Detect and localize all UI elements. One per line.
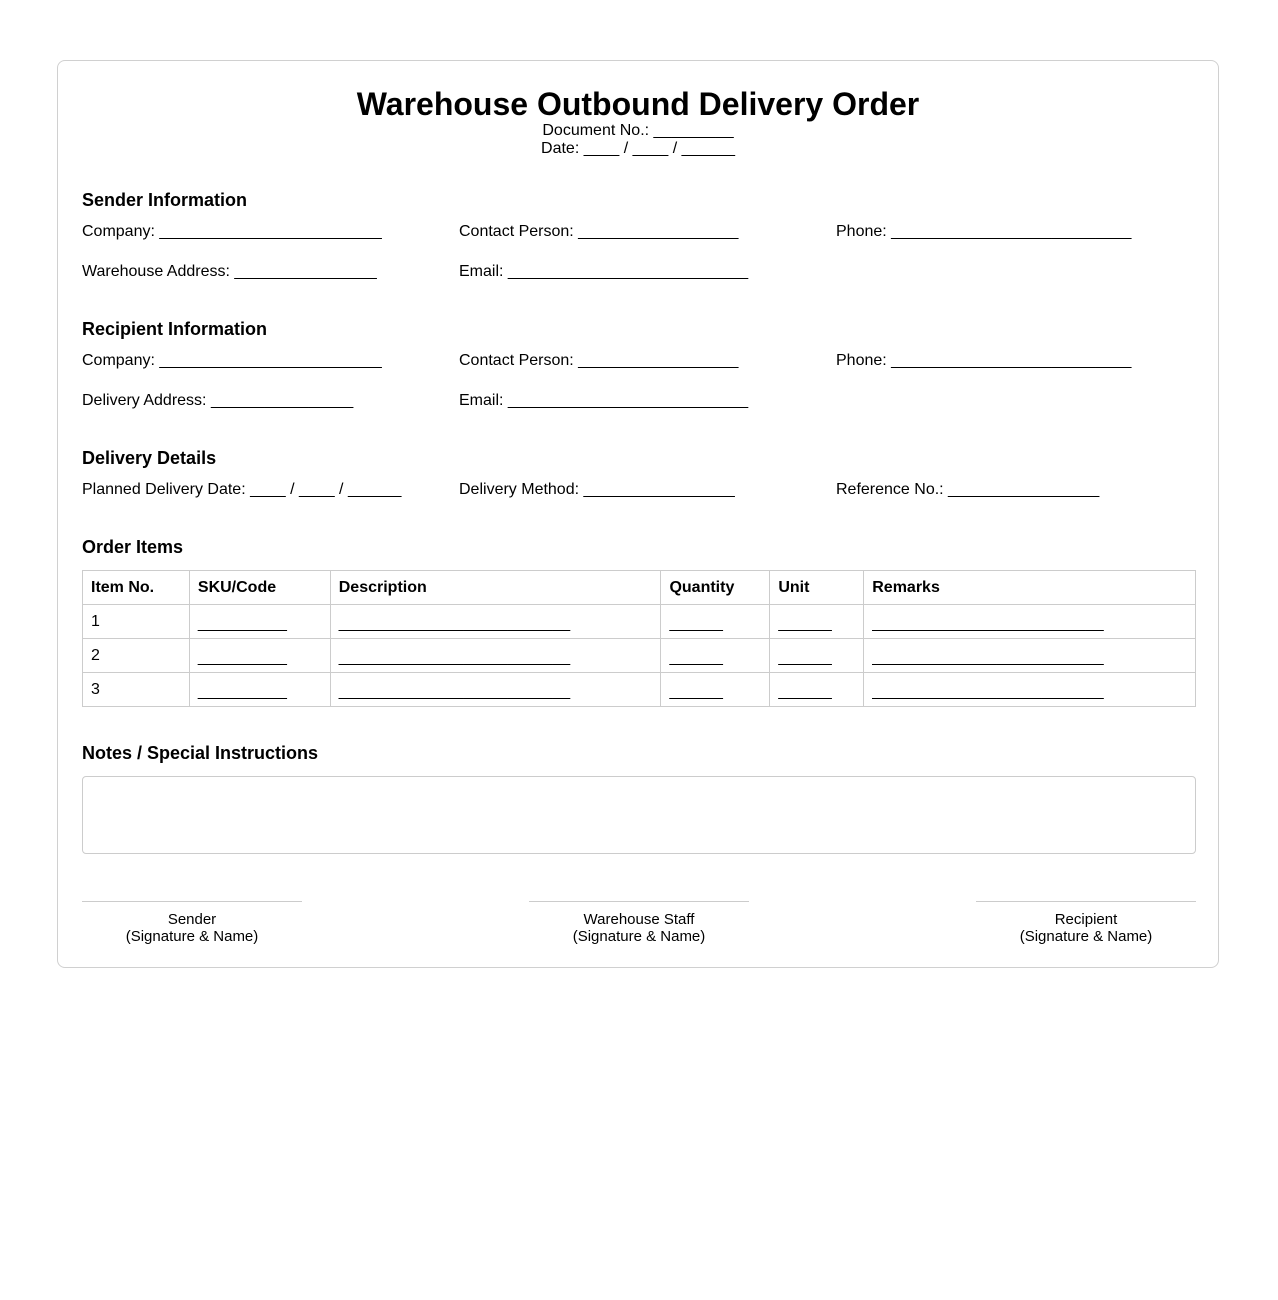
- recipient-phone-field[interactable]: Phone: ___________________________: [836, 352, 1132, 369]
- remarks-cell[interactable]: __________________________: [864, 605, 1196, 639]
- signature-caption: (Signature & Name): [1019, 928, 1153, 945]
- sender-company-field[interactable]: Company: _________________________: [82, 223, 382, 240]
- description-cell[interactable]: __________________________: [330, 673, 661, 707]
- signature-line-recipient[interactable]: [976, 901, 1196, 902]
- sku-cell[interactable]: __________: [189, 639, 330, 673]
- signature-role: Warehouse Staff: [583, 911, 695, 928]
- signature-caption: (Signature & Name): [572, 928, 706, 945]
- signature-line-sender[interactable]: [82, 901, 302, 902]
- notes-textarea[interactable]: [82, 776, 1196, 854]
- unit-cell[interactable]: ______: [770, 673, 864, 707]
- table-row: [83, 673, 1196, 707]
- signature-caption: (Signature & Name): [125, 928, 259, 945]
- notes-heading: Notes / Special Instructions: [82, 743, 319, 763]
- date-field[interactable]: Date: ____ / ____ / ______: [541, 140, 735, 157]
- col-quantity: Quantity: [661, 571, 770, 605]
- sku-cell[interactable]: __________: [189, 673, 330, 707]
- description-cell[interactable]: __________________________: [330, 605, 661, 639]
- signature-block-warehouse-staff: [529, 901, 749, 945]
- quantity-cell[interactable]: ______: [661, 639, 770, 673]
- order-items-table: [82, 570, 1196, 707]
- recipient-heading: Recipient Information: [82, 319, 268, 339]
- signature-role: Recipient: [1054, 911, 1118, 928]
- order-items-heading: Order Items: [82, 537, 184, 557]
- remarks-cell[interactable]: __________________________: [864, 673, 1196, 707]
- description-cell[interactable]: __________________________: [330, 639, 661, 673]
- delivery-method-field[interactable]: Delivery Method: _________________: [459, 481, 735, 498]
- table-header-row: [83, 571, 1196, 605]
- col-item-no: Item No.: [83, 571, 190, 605]
- sender-contact-person-field[interactable]: Contact Person: __________________: [459, 223, 739, 240]
- signature-line-warehouse-staff[interactable]: [529, 901, 749, 902]
- col-remarks: Remarks: [864, 571, 1196, 605]
- item-no-cell: 2: [83, 639, 190, 673]
- sku-cell[interactable]: __________: [189, 605, 330, 639]
- sender-email-field[interactable]: Email: ___________________________: [459, 263, 749, 280]
- recipient-company-field[interactable]: Company: _________________________: [82, 352, 382, 369]
- recipient-contact-person-field[interactable]: Contact Person: __________________: [459, 352, 739, 369]
- table-row: [83, 639, 1196, 673]
- table-row: [83, 605, 1196, 639]
- sender-heading: Sender Information: [82, 190, 248, 210]
- col-description: Description: [330, 571, 661, 605]
- quantity-cell[interactable]: ______: [661, 605, 770, 639]
- signature-block-recipient: [976, 901, 1196, 945]
- col-sku: SKU/Code: [189, 571, 330, 605]
- quantity-cell[interactable]: ______: [661, 673, 770, 707]
- delivery-order-form: [57, 60, 1219, 968]
- recipient-email-field[interactable]: Email: ___________________________: [459, 392, 749, 409]
- reference-no-field[interactable]: Reference No.: _________________: [836, 481, 1100, 498]
- unit-cell[interactable]: ______: [770, 605, 864, 639]
- sender-phone-field[interactable]: Phone: ___________________________: [836, 223, 1132, 240]
- item-no-cell: 1: [83, 605, 190, 639]
- col-unit: Unit: [770, 571, 864, 605]
- document-no-field[interactable]: Document No.: _________: [542, 122, 734, 139]
- item-no-cell: 3: [83, 673, 190, 707]
- sender-warehouse-address-field[interactable]: Warehouse Address: ________________: [82, 263, 377, 280]
- page-title: Warehouse Outbound Delivery Order: [356, 86, 920, 122]
- remarks-cell[interactable]: __________________________: [864, 639, 1196, 673]
- recipient-delivery-address-field[interactable]: Delivery Address: ________________: [82, 392, 354, 409]
- signature-block-sender: [82, 901, 302, 945]
- unit-cell[interactable]: ______: [770, 639, 864, 673]
- planned-delivery-date-field[interactable]: Planned Delivery Date: ____ / ____ / ______: [82, 481, 402, 498]
- delivery-heading: Delivery Details: [82, 448, 217, 468]
- signature-role: Sender: [167, 911, 217, 928]
